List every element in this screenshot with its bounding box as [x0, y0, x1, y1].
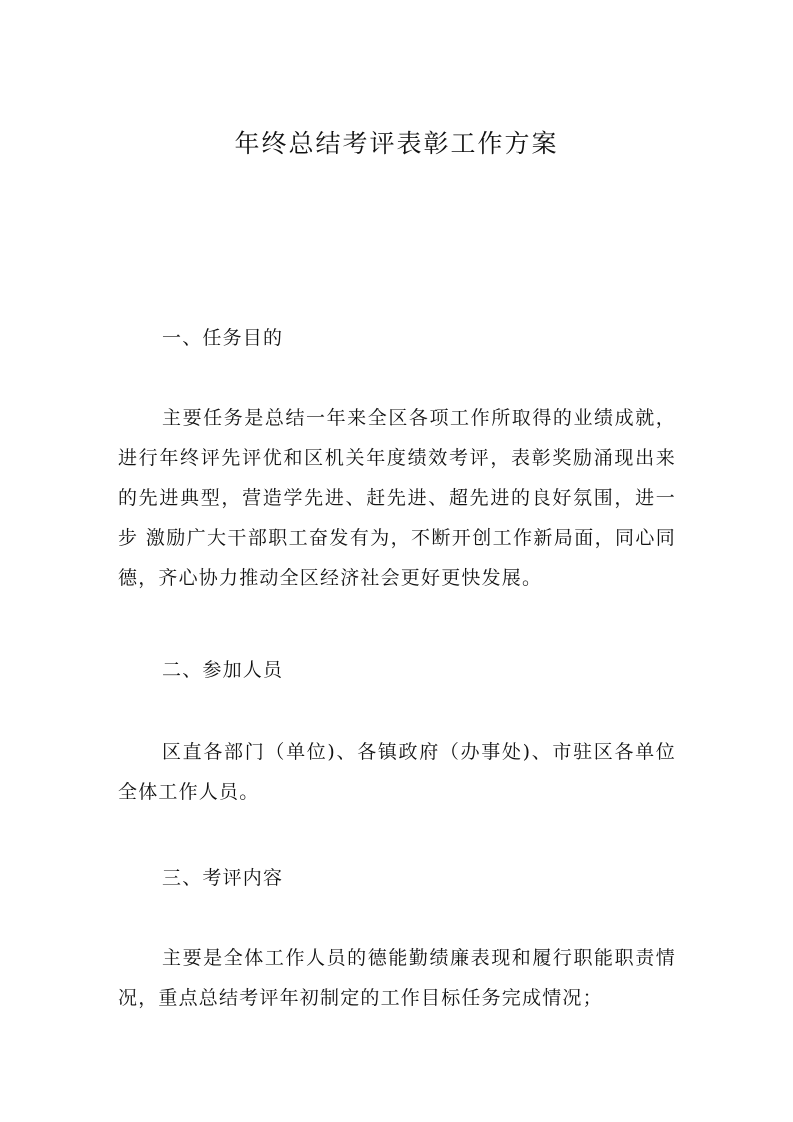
- section-heading-purpose: 一、任务目的: [162, 327, 284, 349]
- section-heading-participants: 二、参加人员: [162, 659, 284, 681]
- section-paragraph-content: 主要是全体工作人员的德能勤绩廉表现和履行职能职责情况，重点总结考评年初制定的工作目标任务完成情况；: [118, 947, 676, 1009]
- section-paragraph-purpose: 主要任务是总结一年来全区各项工作所取得的业绩成就，进行年终评先评优和区机关年度绩效考评，表彰奖励涌现出来的先进典型，营造学先进、赶先进、超先进的良好氛围，进一步 激励广大干部职工奋发有为，不断开创工作新局面，同心同德，齐心协力推动全区经济社会更好更快发展。: [118, 407, 676, 589]
- section-paragraph-participants: 区直各部门（单位)、各镇政府（办事处)、市驻区各单位全体工作人员。: [118, 741, 676, 803]
- document-title: 年终总结考评表彰工作方案: [234, 129, 559, 158]
- section-heading-content: 三、考评内容: [162, 867, 284, 889]
